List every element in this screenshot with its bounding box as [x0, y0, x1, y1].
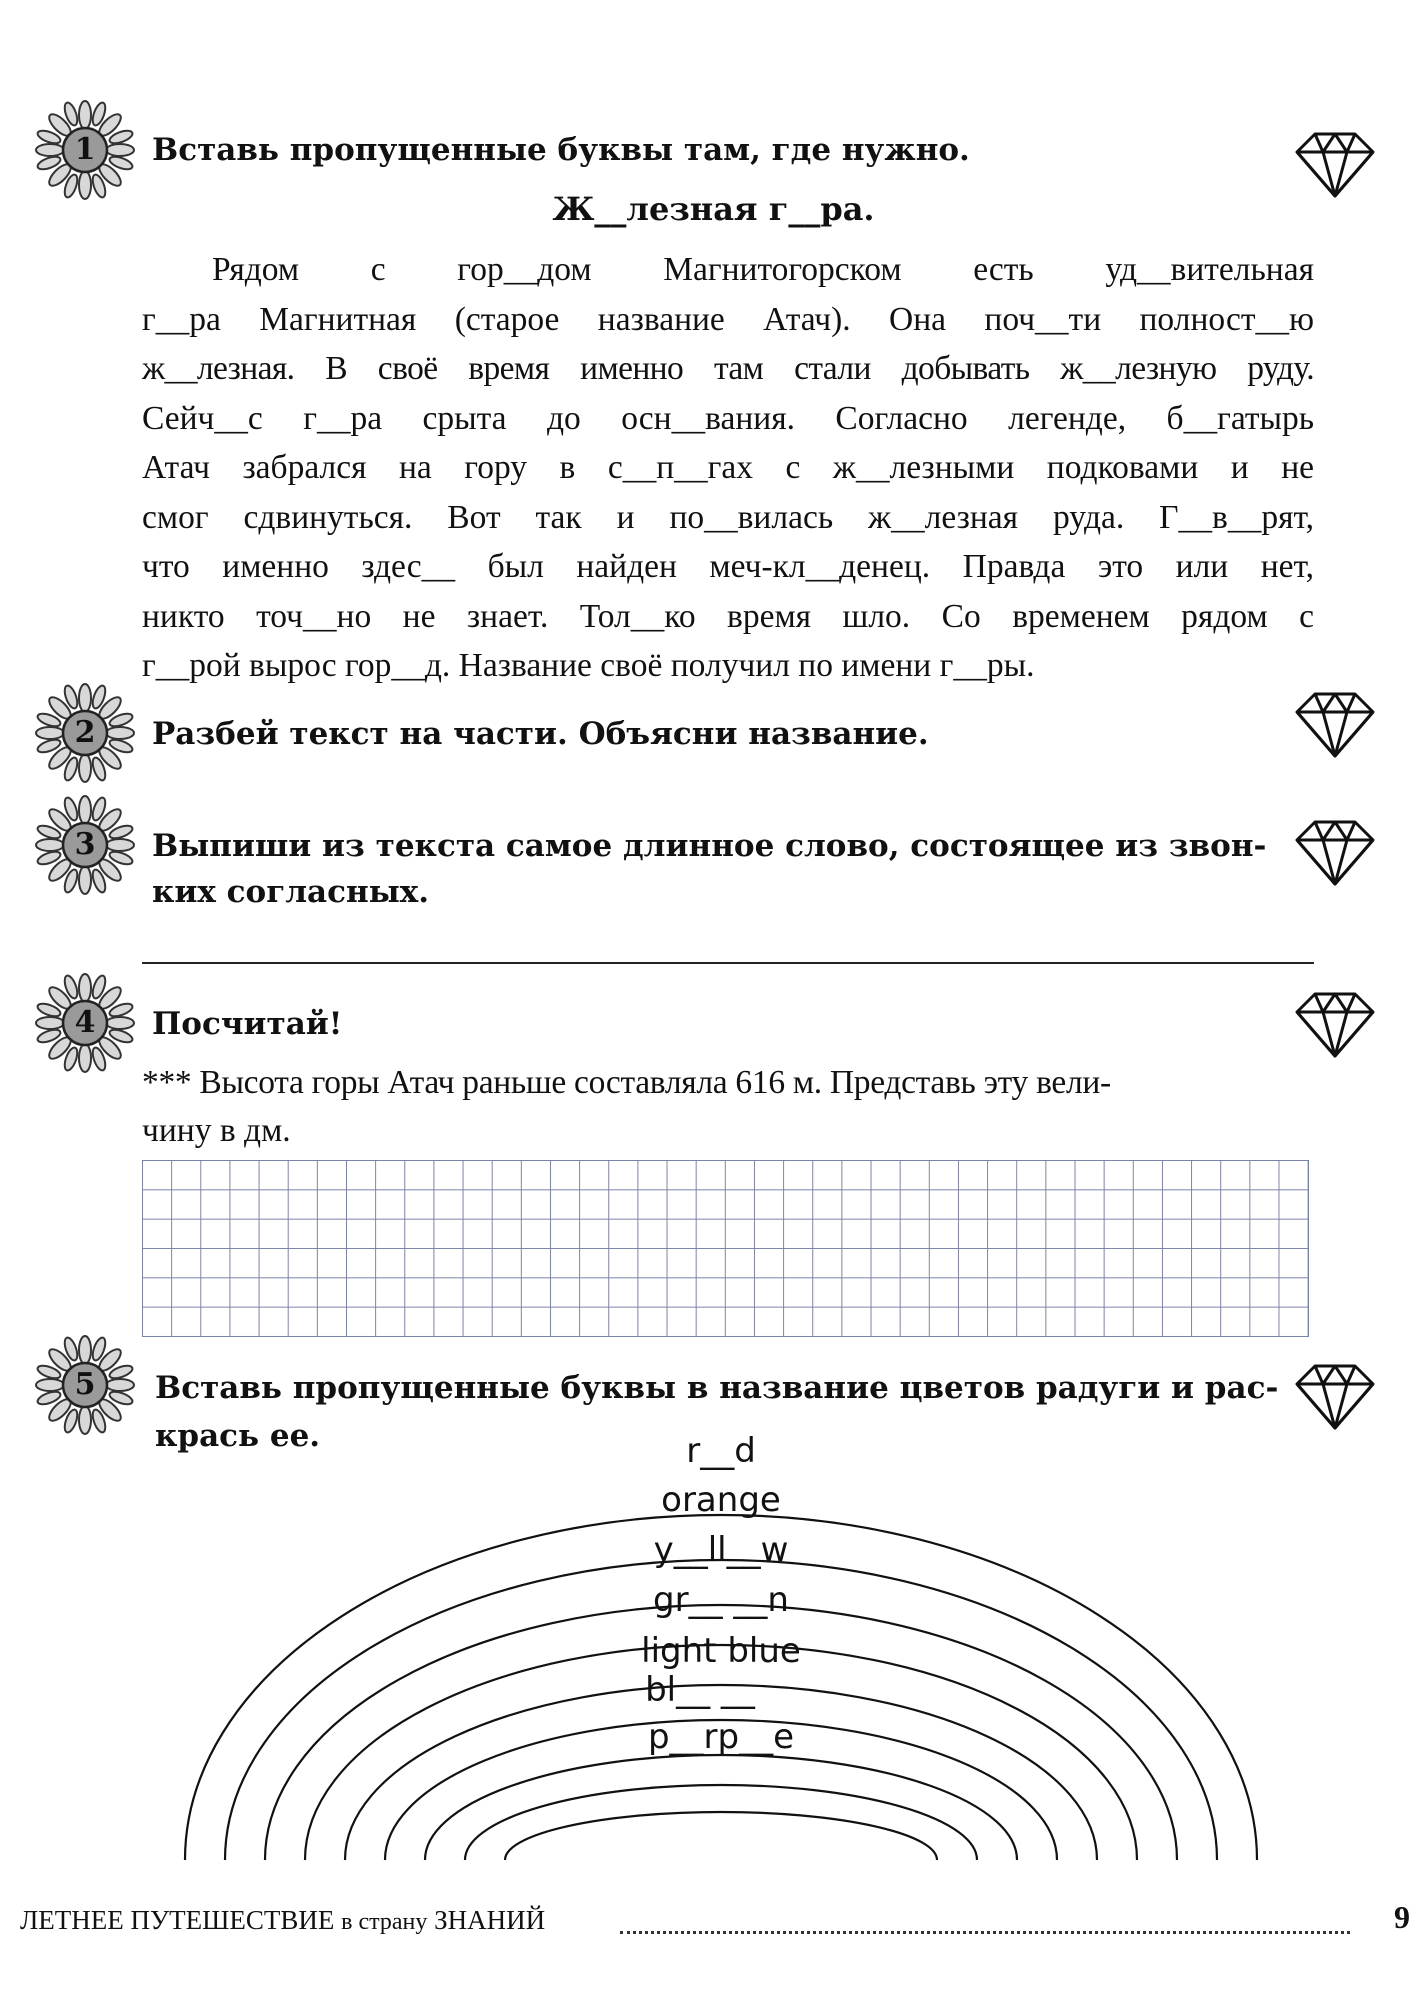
footer-dots: [620, 1931, 1350, 1934]
diamond-icon: [1293, 990, 1377, 1060]
footer-title-part3: ЗНАНИЙ: [434, 1905, 546, 1935]
task-4-text-line2: чину в дм.: [142, 1112, 291, 1149]
task-4-text-line1: *** Высота горы Атач раньше составляла 616 м. Представь эту вели-: [142, 1064, 1111, 1101]
rainbow-label-purple: p__rp__e: [647, 1717, 795, 1757]
rainbow-label-green: gr__ __n: [653, 1580, 789, 1620]
rainbow-label-yellow: y__ll__w: [653, 1530, 789, 1570]
rainbow-drawing[interactable]: [0, 1430, 1427, 1870]
story-line: Рядом с гор__дом Магнитогорском есть уд__вительная: [212, 251, 1314, 288]
diamond-icon: [1293, 818, 1377, 888]
task-number: 3: [74, 827, 96, 862]
story-line: никто точ__но не знает. Тол__ко время шло. Со временем рядом с: [142, 597, 1314, 635]
story-text: [142, 245, 1314, 691]
page-footer: [20, 1899, 1410, 1945]
story-line: ж__лезная. В своё время именно там стали добывать ж__лезную руду.: [142, 350, 1314, 387]
task-3-badge: [30, 790, 140, 900]
rainbow-arc: [425, 1755, 1017, 1860]
footer-title: [20, 1905, 545, 1936]
story-line: г__рой вырос гор__д. Название своё получил по имени г__ры.: [142, 647, 1035, 684]
task-1-title: Вставь пропущенные буквы там, где нужно.: [152, 132, 970, 168]
task-5-title-line2: крась ее.: [155, 1418, 321, 1454]
footer-title-part1: ЛЕТНЕЕ ПУТЕШЕСТВИЕ: [20, 1905, 335, 1935]
rainbow-label-red: r__d: [686, 1431, 756, 1471]
answer-grid[interactable]: [142, 1160, 1309, 1337]
task-3-title-line2: ких согласных.: [152, 874, 430, 910]
story-line: смог сдвинуться. Вот так и по__вилась ж__лезная руда. Г__в__рят,: [142, 498, 1314, 536]
answer-line[interactable]: [142, 962, 1314, 964]
task-number: 5: [74, 1367, 96, 1402]
rainbow-label-light-blue: light blue: [641, 1631, 801, 1671]
footer-title-part2: в страну: [341, 1909, 428, 1935]
task-number: 4: [74, 1005, 96, 1040]
task-4-title: Посчитай!: [152, 1006, 343, 1042]
diamond-icon: [1293, 690, 1377, 760]
rainbow-arc: [465, 1785, 977, 1860]
task-number: 1: [74, 132, 96, 167]
task-2-badge: [30, 678, 140, 788]
story-line: Атач забрался на гору в с__п__гах с ж__лезными подковами и не: [142, 449, 1314, 486]
rainbow-label-blue: bl__ __: [645, 1670, 755, 1710]
diamond-icon: [1293, 1362, 1377, 1432]
story-title: Ж__лезная г__ра.: [552, 190, 875, 228]
story-line: г__ра Магнитная (старое название Атач). Она поч__ти полност__ю: [142, 300, 1314, 338]
task-2-title: Разбей текст на части. Объясни название.: [152, 716, 929, 752]
task-1-badge: [30, 95, 140, 205]
rainbow-label-orange: orange: [661, 1480, 781, 1520]
task-5-badge: [30, 1330, 140, 1440]
page-number: 9: [1394, 1899, 1410, 1935]
task-4-badge: [30, 968, 140, 1078]
task-number: 2: [74, 715, 96, 750]
task-5-title-line1: Вставь пропущенные буквы в название цветов радуги и рас-: [155, 1370, 1279, 1406]
story-line: что именно здес__ был найден меч-кл__денец. Правда это или нет,: [142, 548, 1314, 585]
rainbow-arc: [505, 1812, 937, 1860]
task-3-title-line1: Выпиши из текста самое длинное слово, состоящее из звон-: [152, 828, 1267, 864]
story-line: Сейч__с г__ра срыта до осн__вания. Согласно легенде, б__гатырь: [142, 399, 1314, 437]
